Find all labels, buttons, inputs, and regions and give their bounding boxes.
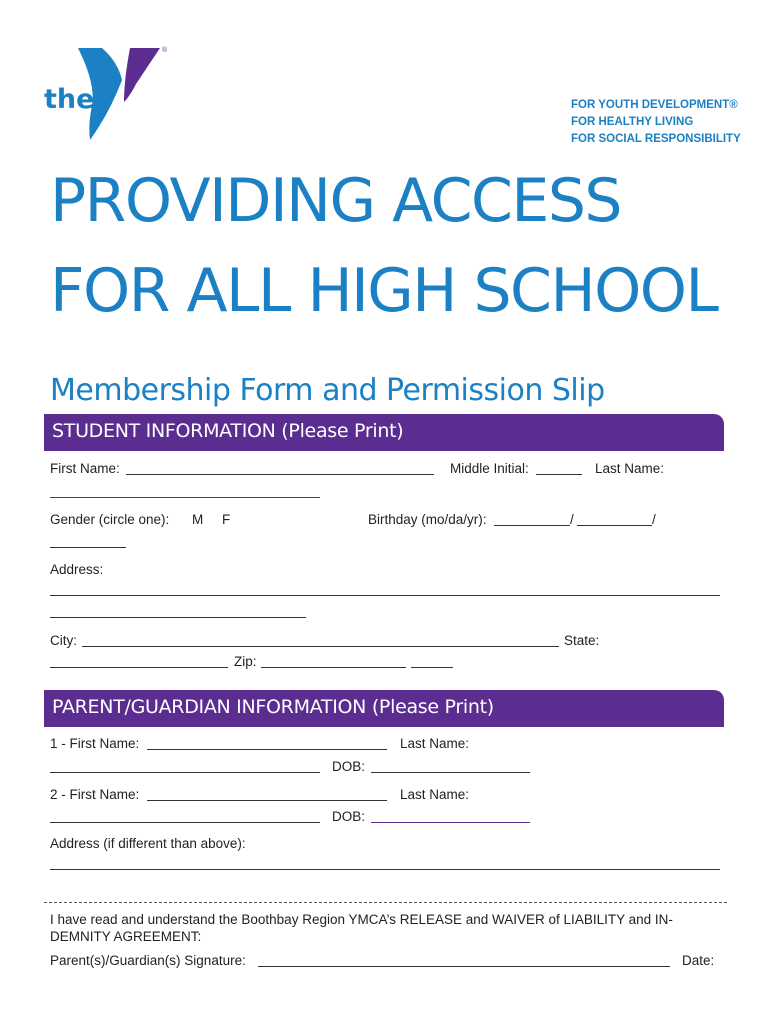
birthday-slash-1: /: [570, 512, 574, 527]
birthday-label: Birthday (mo/da/yr):: [368, 512, 487, 527]
address-field-line-2[interactable]: [50, 617, 306, 618]
middle-initial-label: Middle Initial:: [450, 461, 529, 476]
state-label: State:: [564, 633, 600, 648]
waiver-text-line-1: I have read and understand the Boothbay Region YMCA’s RELEASE and WAIVER of LIABILITY and IN-: [50, 912, 673, 927]
tagline-social: FOR SOCIAL RESPONSIBILITY: [571, 133, 741, 145]
state-field[interactable]: [50, 667, 228, 668]
student-section-title: STUDENT INFORMATION (Please Print): [52, 420, 404, 442]
birthday-day-field[interactable]: [577, 525, 652, 526]
birthday-month-field[interactable]: [494, 525, 570, 526]
gender-option-m[interactable]: M: [192, 512, 204, 527]
section-divider: [44, 902, 727, 903]
parent2-first-name-label: 2 - First Name:: [50, 787, 140, 802]
last-name-field[interactable]: [50, 497, 320, 498]
city-label: City:: [50, 633, 77, 648]
parent-section-header: [44, 690, 724, 727]
date-label: Date:: [682, 953, 715, 968]
first-name-label: First Name:: [50, 461, 120, 476]
svg-text:YMCA: YMCA: [104, 110, 126, 136]
birthday-year-field[interactable]: [50, 547, 126, 548]
last-name-label: Last Name:: [595, 461, 665, 476]
ymca-logo: [44, 44, 174, 144]
waiver-text-line-2: DEMNITY AGREEMENT:: [50, 929, 202, 944]
parent-section-title: PARENT/GUARDIAN INFORMATION (Please Print): [52, 696, 494, 718]
parent-address-field[interactable]: [50, 869, 720, 870]
address-label: Address:: [50, 562, 104, 577]
tagline-healthy: FOR HEALTHY LIVING: [571, 116, 694, 128]
birthday-slash-2: /: [652, 512, 656, 527]
parent1-first-name-field[interactable]: [147, 749, 387, 750]
parent2-first-name-field[interactable]: [147, 800, 387, 801]
zip-label: Zip:: [234, 654, 257, 669]
signature-label: Parent(s)/Guardian(s) Signature:: [50, 953, 246, 968]
title-line-2: FOR ALL HIGH SCHOOL: [50, 256, 718, 326]
parent1-first-name-label: 1 - First Name:: [50, 736, 140, 751]
parent1-dob-field[interactable]: [371, 772, 530, 773]
gender-label: Gender (circle one):: [50, 512, 170, 527]
middle-initial-field[interactable]: [536, 474, 582, 475]
first-name-field[interactable]: [126, 474, 434, 475]
svg-text:®: ®: [162, 47, 168, 54]
tagline-youth: FOR YOUTH DEVELOPMENT®: [571, 99, 738, 111]
parent2-dob-label: DOB:: [332, 809, 366, 824]
parent-address-label: Address (if different than above):: [50, 836, 246, 851]
parent1-dob-label: DOB:: [332, 759, 366, 774]
address-field-line-1[interactable]: [50, 595, 720, 596]
signature-field[interactable]: [258, 966, 670, 967]
parent2-last-name-label: Last Name:: [400, 787, 470, 802]
gender-option-f[interactable]: F: [222, 512, 231, 527]
parent2-last-name-field[interactable]: [50, 822, 320, 823]
form-subtitle: Membership Form and Permission Slip: [50, 373, 605, 408]
parent1-last-name-label: Last Name:: [400, 736, 470, 751]
title-line-1: PROVIDING ACCESS: [50, 166, 621, 236]
city-field[interactable]: [82, 646, 559, 647]
parent1-last-name-field[interactable]: [50, 772, 320, 773]
logo-the-text: the: [44, 84, 95, 115]
zip-extension-field[interactable]: [411, 667, 453, 668]
parent2-dob-field[interactable]: [371, 822, 530, 823]
student-section-header: [44, 414, 724, 451]
zip-field[interactable]: [261, 667, 406, 668]
